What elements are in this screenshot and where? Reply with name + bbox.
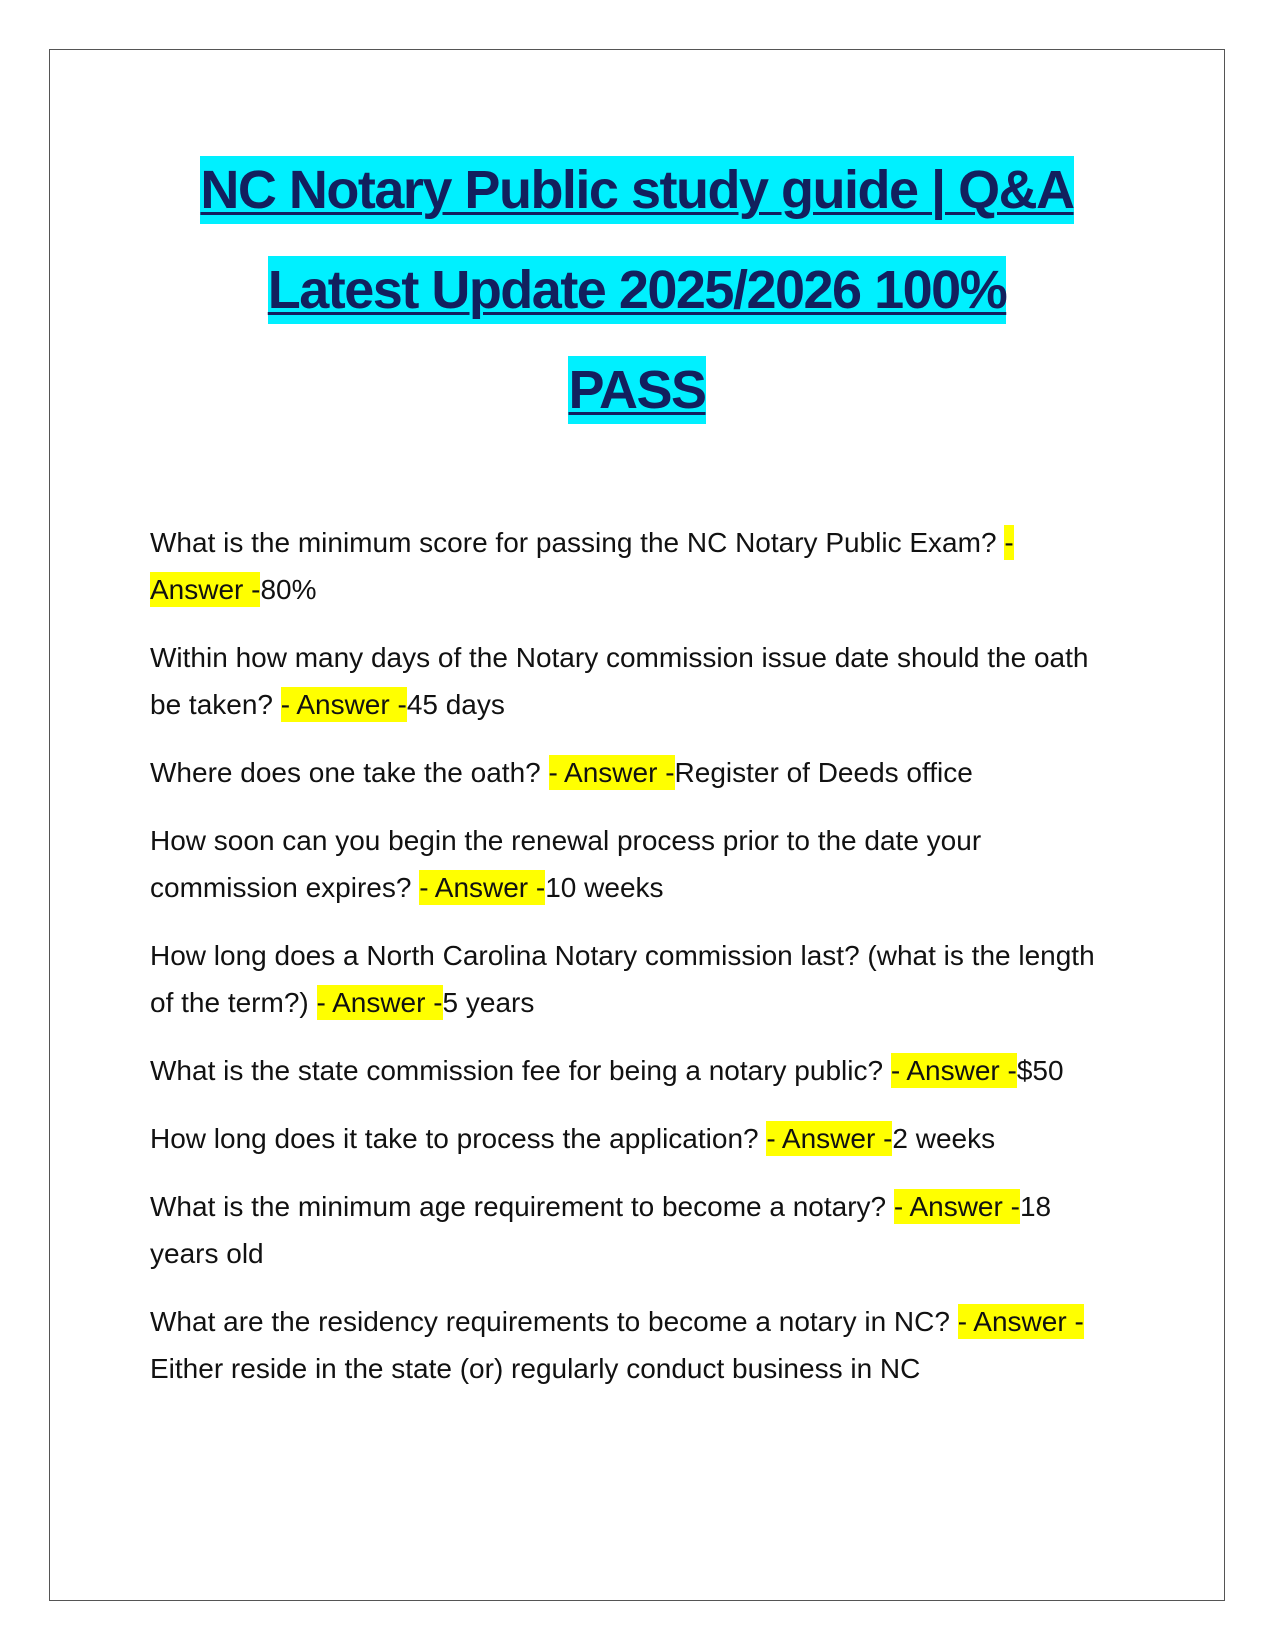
question-text: How long does a North Carolina Notary commission last? (what is the length of the term?) bbox=[150, 940, 1095, 1018]
answer-text: 2 weeks bbox=[892, 1123, 996, 1154]
qa-item bbox=[150, 817, 1100, 911]
answer-marker: - Answer - bbox=[890, 1055, 1017, 1086]
answer-text: 45 days bbox=[406, 689, 505, 720]
title-line bbox=[49, 340, 1225, 440]
qa-item bbox=[150, 932, 1100, 1026]
qa-item bbox=[150, 1115, 1100, 1162]
title-text-line-1: NC Notary Public study guide | Q&A bbox=[200, 156, 1073, 224]
answer-text: 5 years bbox=[442, 987, 535, 1018]
title-line bbox=[49, 240, 1225, 340]
qa-item bbox=[150, 749, 1100, 796]
answer-marker: - Answer - bbox=[766, 1123, 893, 1154]
answer-marker: - Answer - bbox=[316, 987, 443, 1018]
qa-list bbox=[150, 519, 1100, 1413]
answer-marker: - Answer - bbox=[419, 872, 546, 903]
qa-item bbox=[150, 1047, 1100, 1094]
qa-item bbox=[150, 1298, 1100, 1392]
qa-item bbox=[150, 1183, 1100, 1277]
title-text-line-2: Latest Update 2025/2026 100% bbox=[268, 256, 1006, 324]
question-text: What is the minimum age requirement to become a notary? bbox=[150, 1191, 894, 1222]
document-title bbox=[49, 140, 1225, 440]
question-text: Where does one take the oath? bbox=[150, 757, 549, 788]
answer-marker: - Answer - bbox=[893, 1191, 1020, 1222]
answer-text: $50 bbox=[1016, 1055, 1064, 1086]
question-text: Within how many days of the Notary commission issue date should the oath be taken? bbox=[150, 642, 1089, 720]
answer-text: 18 years old bbox=[150, 1191, 1052, 1269]
qa-item bbox=[150, 519, 1100, 613]
qa-item bbox=[150, 634, 1100, 728]
title-text-line-3: PASS bbox=[568, 356, 705, 424]
answer-text: 80% bbox=[260, 574, 317, 605]
answer-marker: - Answer - bbox=[957, 1306, 1084, 1337]
answer-marker: - Answer - bbox=[280, 689, 407, 720]
question-text: How soon can you begin the renewal process prior to the date your commission expires? bbox=[150, 825, 982, 903]
answer-text: Either reside in the state (or) regularly conduct business in NC bbox=[150, 1353, 921, 1384]
question-text: What are the residency requirements to become a notary in NC? bbox=[150, 1306, 958, 1337]
answer-marker: - Answer - bbox=[548, 757, 675, 788]
answer-text: 10 weeks bbox=[545, 872, 664, 903]
title-line bbox=[49, 140, 1225, 240]
answer-marker: - Answer - bbox=[150, 527, 1014, 605]
answer-text: Register of Deeds office bbox=[674, 757, 973, 788]
question-text: What is the state commission fee for being a notary public? bbox=[150, 1055, 891, 1086]
question-text: What is the minimum score for passing the NC Notary Public Exam? bbox=[150, 527, 1005, 558]
question-text: How long does it take to process the application? bbox=[150, 1123, 767, 1154]
